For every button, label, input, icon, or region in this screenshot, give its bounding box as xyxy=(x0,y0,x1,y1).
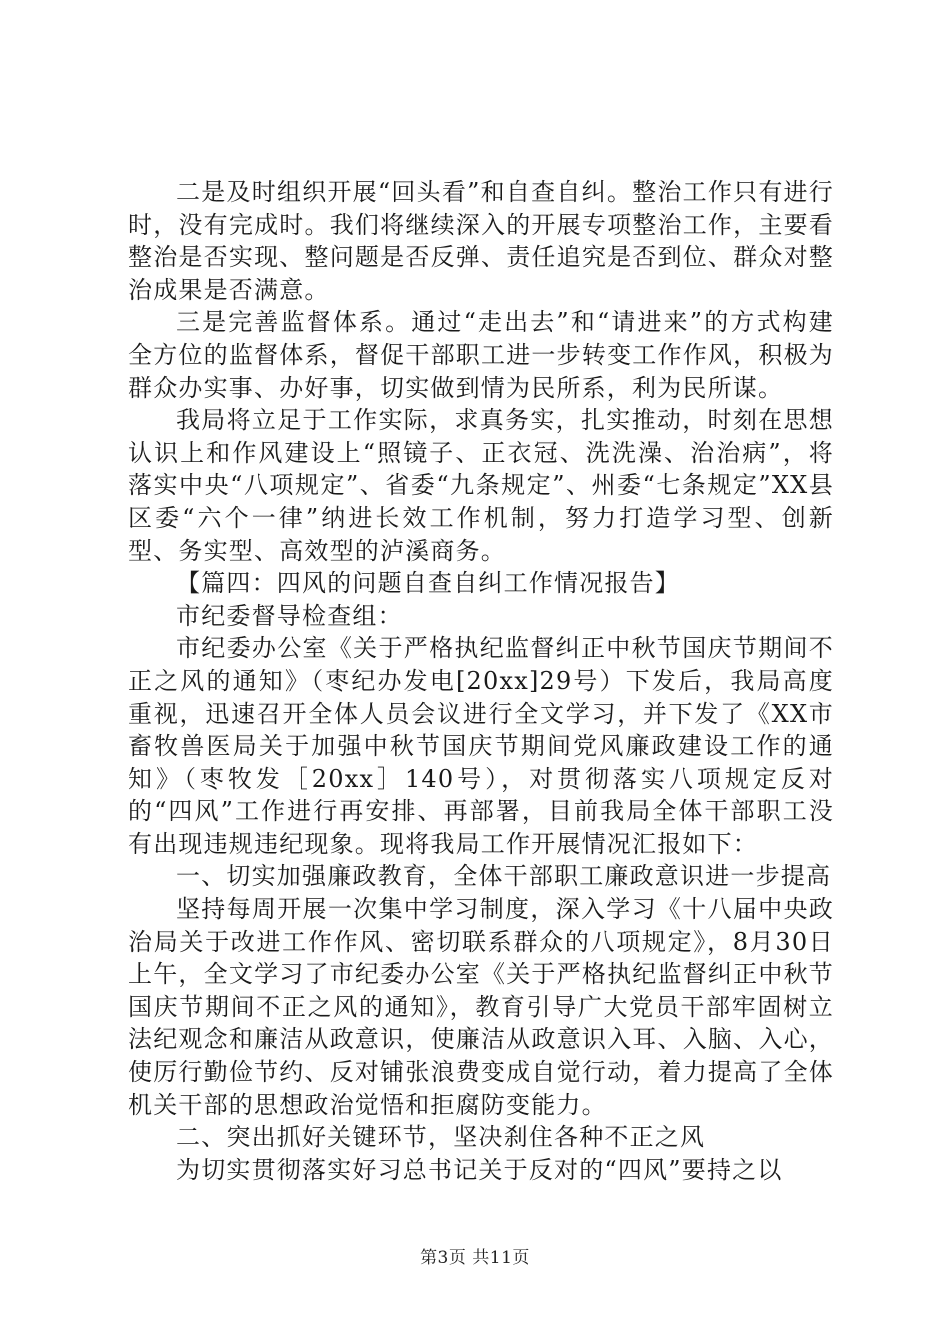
paragraph-review: 二是及时组织开展“回头看”和自查自纠。整治工作只有进行时，没有完成时。我们将继续深入的开展专项整治工作，主要看整治是否实现、整问题是否反弹、责任追究是否到位、群众对整治成果是否满意。 xyxy=(128,178,834,304)
document-body xyxy=(128,176,834,1186)
section-title-part-four: 【篇四：四风的问题自查自纠工作情况报告】 xyxy=(176,569,680,598)
heading-education: 一、切实加强廉政教育，全体干部职工廉政意识进一步提高 xyxy=(176,862,832,891)
salutation: 市纪委督导检查组： xyxy=(176,601,403,630)
paragraph-supervision: 三是完善监督体系。通过“走出去”和“请进来”的方式构建全方位的监督体系，督促干部职工进一步转变工作作风，积极为群众办实事、办好事，切实做到情为民所系，利为民所谋。 xyxy=(128,308,834,402)
paragraph-notice: 市纪委办公室《关于严格执纪监督纠正中秋节国庆节期间不正之风的通知》（枣纪办发电[20xx]29号）下发后，我局高度重视，迅速召开全体人员会议进行全文学习，并下发了《XX市畜牧兽医局关于加强中秋节国庆节期间党风廉政建设工作的通知》（枣牧发［20xx］140号），对贯彻落实八项规定反对的“四风”工作进行再安排、再部署，目前我局全体干部职工没有出现违规违纪现象。现将我局工作开展情况汇报如下： xyxy=(128,634,834,858)
paragraph-commitment: 我局将立足于工作实际，求真务实，扎实推动，时刻在思想认识上和作风建设上“照镜子、正衣冠、洗洗澡、治治病”，将落实中央“八项规定”、省委“九条规定”、州委“七条规定”XX县区委“六个一律”纳进长效工作机制，努力打造学习型、创新型、务实型、高效型的泸溪商务。 xyxy=(128,406,834,565)
paragraph-study: 坚持每周开展一次集中学习制度，深入学习《十八届中央政治局关于改进工作作风、密切联系群众的八项规定》，8月30日上午，全文学习了市纪委办公室《关于严格执纪监督纠正中秋节国庆节期间不正之风的通知》，教育引导广大党员干部牢固树立法纪观念和廉洁从政意识，使廉洁从政意识入耳、入脑、入心，使厉行勤俭节约、反对铺张浪费变成自觉行动，着力提高了全体机关干部的思想政治觉悟和拒腐防变能力。 xyxy=(128,895,834,1119)
heading-key-links: 二、突出抓好关键环节，坚决刹住各种不正之风 xyxy=(176,1123,706,1152)
paragraph-four-styles: 为切实贯彻落实好习总书记关于反对的“四风”要持之以 xyxy=(176,1155,783,1184)
page-number: 第3页 共11页 xyxy=(420,1248,530,1268)
